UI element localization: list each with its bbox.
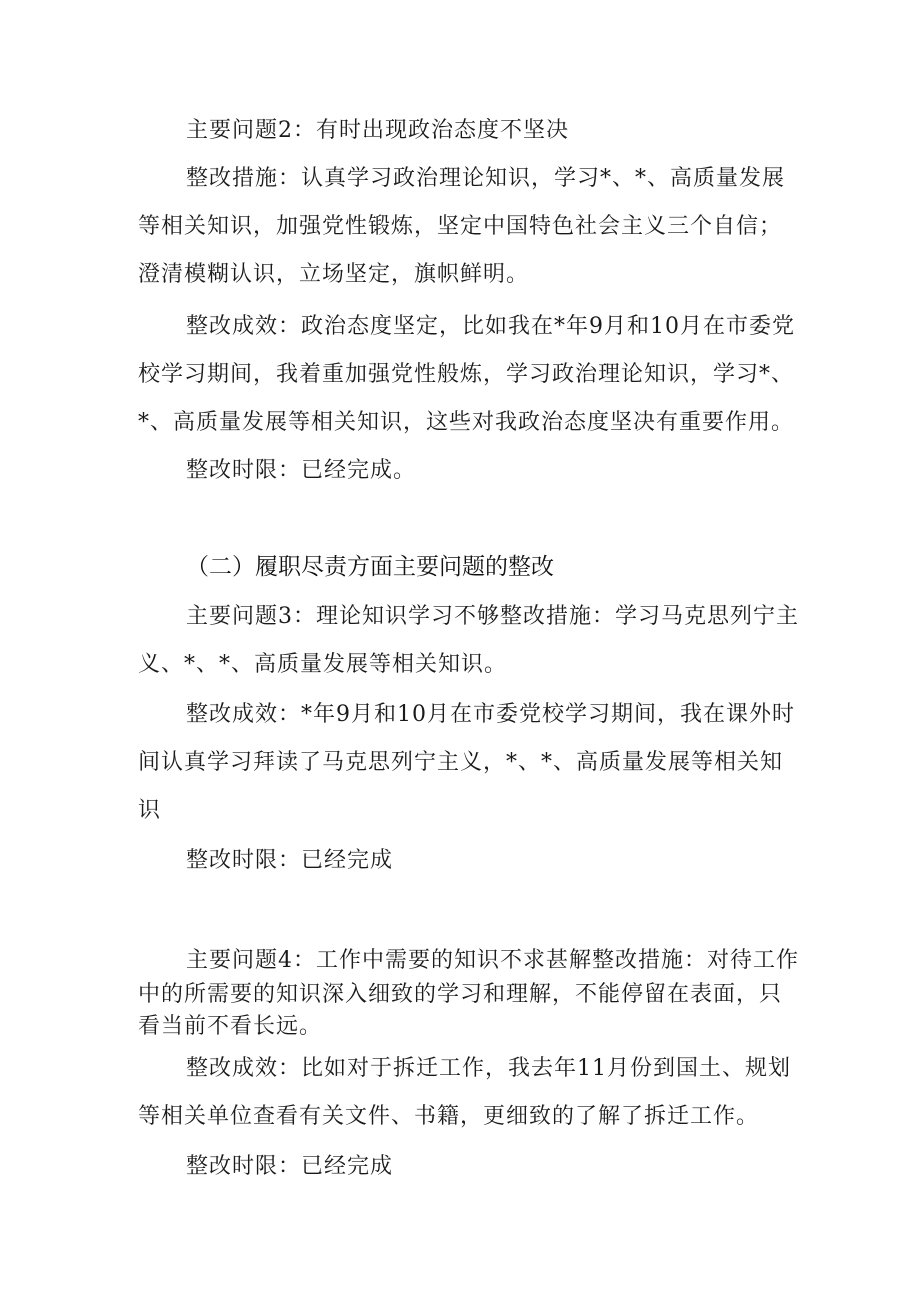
measures-2-line-1: 整改措施：认真学习政治理论知识，学习*、*、高质量发展 — [186, 166, 786, 191]
problem-4-line-1: 主要问题4：工作中需要的知识不求甚解整改措施：对待工作 — [186, 948, 799, 973]
deadline-2: 整改时限：已经完成。 — [186, 458, 417, 483]
results-3-line-2: 间认真学习拜读了马克思列宁主义，*、*、高质量发展等相关知 — [138, 750, 784, 775]
results-3-line-1: 整改成效：*年9月和10月在市委党校学习期间，我在课外时 — [186, 702, 795, 727]
results-2-line-3: *、高质量发展等相关知识，这些对我政治态度坚决有重要作用。 — [138, 410, 795, 435]
problem-4-line-3: 看当前不看长远。 — [138, 1014, 323, 1039]
measures-2-line-2: 等相关知识，加强党性锻炼，坚定中国特色社会主义三个自信； — [138, 214, 783, 239]
results-2-line-2: 校学习期间，我着重加强党性般炼，学习政治理论知识，学习*、 — [138, 362, 795, 387]
problem-3-line-1: 主要问题3：理论知识学习不够整改措施：学习马克思列宁主 — [186, 604, 799, 629]
problem-2: 主要问题2：有时出现政治态度不坚决 — [186, 118, 569, 143]
problem-3-line-2: 义、*、*、高质量发展等相关知识。 — [138, 652, 508, 677]
results-2-line-1: 整改成效：政治态度坚定，比如我在*年9月和10月在市委党 — [186, 314, 795, 339]
deadline-4: 整改时限：已经完成 — [186, 1154, 394, 1179]
results-3-line-3: 识 — [138, 798, 162, 823]
problem-4-line-2: 中的所需要的知识深入细致的学习和理解，不能停留在表面，只 — [138, 982, 783, 1007]
measures-2-line-3: 澄清模糊认识，立场坚定，旗帜鲜明。 — [138, 262, 530, 287]
section-heading: （二）履职尽责方面主要问题的整改 — [186, 554, 554, 580]
results-4-line-1: 整改成效：比如对于拆迁工作，我去年11月份到国土、规划 — [186, 1056, 791, 1081]
results-4-line-2: 等相关单位查看有关文件、书籍，更细致的了解了拆迁工作。 — [138, 1104, 760, 1129]
deadline-3: 整改时限：已经完成 — [186, 848, 394, 873]
